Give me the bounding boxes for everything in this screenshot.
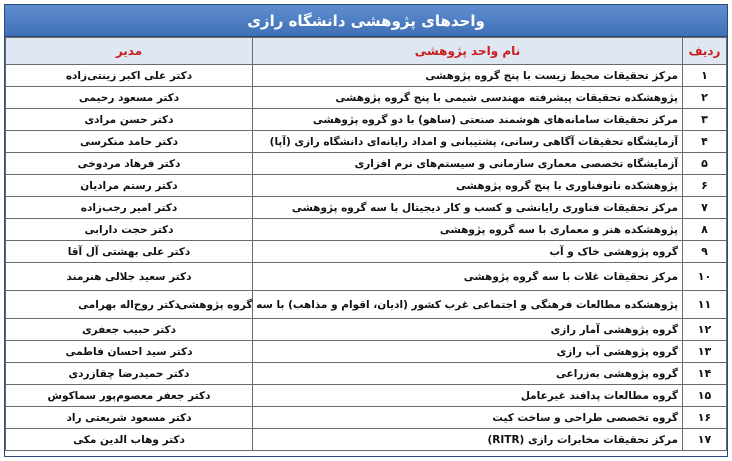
unit-name-cell: گروه پژوهشی آب رازی <box>253 341 683 363</box>
row-number-cell: ۱۵ <box>683 385 727 407</box>
table-row <box>6 219 727 241</box>
unit-name-cell: آزمایشگاه تحقیقات آگاهی رسانی، پشتیبانی و امداد رایانه‌ای دانشگاه رازی (آپا) <box>253 131 683 153</box>
row-number-cell: ۶ <box>683 175 727 197</box>
unit-name-cell: آزمایشگاه تخصصی معماری سازمانی و سیستم‌های نرم افزاری <box>253 153 683 175</box>
table-title: واحدهای پژوهشی دانشگاه رازی <box>5 5 727 37</box>
unit-name-cell: پژوهشکده نانوفناوری با پنج گروه پژوهشی <box>253 175 683 197</box>
unit-name-cell: مرکز تحقیقات مخابرات رازی (RITR) <box>253 429 683 451</box>
table-row <box>6 263 727 291</box>
row-number-cell: ۷ <box>683 197 727 219</box>
row-number-cell: ۳ <box>683 109 727 131</box>
header-row <box>6 38 727 65</box>
manager-cell: دکتر سعید جلالی هنرمند <box>6 263 253 291</box>
unit-name-cell: پژوهشکده تحقیقات پیشرفته مهندسی شیمی با پنج گروه پژوهشی <box>253 87 683 109</box>
table-row <box>6 131 727 153</box>
row-number-cell: ۱۲ <box>683 319 727 341</box>
unit-name-cell: پژوهشکده هنر و معماری با سه گروه پژوهشی <box>253 219 683 241</box>
manager-cell: دکتر وهاب الدین مکی <box>6 429 253 451</box>
table-row <box>6 429 727 451</box>
table-row <box>6 241 727 263</box>
manager-cell: دکتر حمیدرضا چقازردی <box>6 363 253 385</box>
row-number-cell: ۱۴ <box>683 363 727 385</box>
unit-name-cell: مرکز تحقیقات غلات با سه گروه پژوهشی <box>253 263 683 291</box>
table-row <box>6 175 727 197</box>
table-row <box>6 153 727 175</box>
unit-name-cell: مرکز تحقیقات محیط زیست با پنج گروه پژوهشی <box>253 65 683 87</box>
row-number-cell: ۱۷ <box>683 429 727 451</box>
row-number-cell: ۵ <box>683 153 727 175</box>
row-number-cell: ۴ <box>683 131 727 153</box>
manager-cell: دکتر فرهاد مردوخی <box>6 153 253 175</box>
header-row-number: ردیف <box>683 38 727 65</box>
header-unit-name: نام واحد پژوهشی <box>253 38 683 65</box>
manager-cell: دکتر رستم مرادیان <box>6 175 253 197</box>
manager-cell: دکتر سید احسان فاطمی <box>6 341 253 363</box>
table-row <box>6 87 727 109</box>
table-row <box>6 385 727 407</box>
manager-cell: دکتر روح‌اله بهرامی <box>6 291 253 319</box>
manager-cell: دکتر علی بهشتی آل آقا <box>6 241 253 263</box>
table-row <box>6 197 727 219</box>
unit-name-cell: مرکز تحقیقات سامانه‌های هوشمند صنعتی (ساهو) با دو گروه پژوهشی <box>253 109 683 131</box>
manager-cell: دکتر مسعود شریعتی راد <box>6 407 253 429</box>
row-number-cell: ۸ <box>683 219 727 241</box>
manager-cell: دکتر حسن مرادی <box>6 109 253 131</box>
manager-cell: دکتر جعفر معصوم‌پور سماکوش <box>6 385 253 407</box>
unit-name-cell: گروه تخصصی طراحی و ساخت کیت <box>253 407 683 429</box>
table-row <box>6 407 727 429</box>
row-number-cell: ۱۰ <box>683 263 727 291</box>
unit-name-cell: مرکز تحقیقات فناوری رایانشی و کسب و کار دیجیتال با سه گروه پژوهشی <box>253 197 683 219</box>
row-number-cell: ۹ <box>683 241 727 263</box>
unit-name-cell: گروه پژوهشی آمار رازی <box>253 319 683 341</box>
research-units-table <box>5 37 727 451</box>
unit-name-cell: گروه پژوهشی خاک و آب <box>253 241 683 263</box>
manager-cell: دکتر حامد منکرسی <box>6 131 253 153</box>
manager-cell: دکتر حجت دارابی <box>6 219 253 241</box>
table-row <box>6 319 727 341</box>
row-number-cell: ۱ <box>683 65 727 87</box>
header-manager: مدیر <box>6 38 253 65</box>
manager-cell: دکتر حبیب جعفری <box>6 319 253 341</box>
row-number-cell: ۱۱ <box>683 291 727 319</box>
table-row <box>6 65 727 87</box>
table-row <box>6 363 727 385</box>
row-number-cell: ۲ <box>683 87 727 109</box>
row-number-cell: ۱۶ <box>683 407 727 429</box>
research-units-table-frame <box>4 4 728 457</box>
table-row <box>6 291 727 319</box>
table-row <box>6 109 727 131</box>
row-number-cell: ۱۳ <box>683 341 727 363</box>
unit-name-cell: پژوهشکده مطالعات فرهنگی و اجتماعی غرب کشور (ادیان، اقوام و مذاهب) با سه گروه پژوهشی <box>253 291 683 319</box>
manager-cell: دکتر علی اکبر زینتی‌زاده <box>6 65 253 87</box>
manager-cell: دکتر امیر رجب‌زاده <box>6 197 253 219</box>
unit-name-cell: گروه پژوهشی به‌زراعی <box>253 363 683 385</box>
unit-name-cell: گروه مطالعات پدافند غیرعامل <box>253 385 683 407</box>
table-row <box>6 341 727 363</box>
manager-cell: دکتر مسعود رحیمی <box>6 87 253 109</box>
